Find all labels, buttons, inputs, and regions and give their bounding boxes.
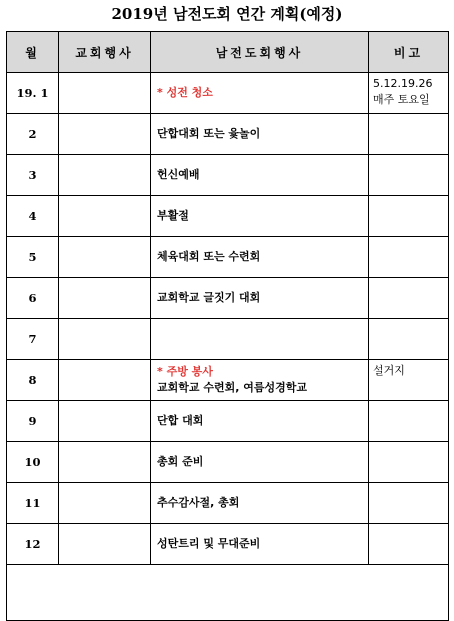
event-text: 추수감사절, 총회 bbox=[157, 496, 240, 509]
table-row bbox=[7, 73, 449, 114]
header-church-events: 교회행사 bbox=[59, 32, 151, 73]
mission-event-cell bbox=[151, 196, 369, 237]
note-cell bbox=[369, 360, 449, 401]
note-text: 설거지 bbox=[373, 364, 405, 377]
blank-footer-cell bbox=[7, 565, 449, 621]
highlighted-event-text: * 주방 봉사 bbox=[157, 365, 213, 378]
church-event-cell bbox=[59, 73, 151, 114]
header-mission-events: 남전도회행사 bbox=[151, 32, 369, 73]
blank-footer-row bbox=[7, 565, 449, 621]
mission-event-cell bbox=[151, 401, 369, 442]
table-row bbox=[7, 442, 449, 483]
mission-event-cell bbox=[151, 155, 369, 196]
note-text: 매주 토요일 bbox=[373, 93, 430, 106]
month-cell: 4 bbox=[7, 196, 59, 237]
note-cell bbox=[369, 155, 449, 196]
note-cell bbox=[369, 319, 449, 360]
table-body bbox=[7, 73, 449, 621]
highlighted-event-text: * 성전 청소 bbox=[157, 86, 213, 99]
note-cell bbox=[369, 114, 449, 155]
annual-plan-table bbox=[6, 31, 449, 621]
month-cell: 11 bbox=[7, 483, 59, 524]
header-row bbox=[7, 32, 449, 73]
header-month: 월 bbox=[7, 32, 59, 73]
table-row bbox=[7, 483, 449, 524]
month-cell: 6 bbox=[7, 278, 59, 319]
event-text: 체육대회 또는 수련회 bbox=[157, 250, 261, 263]
church-event-cell bbox=[59, 442, 151, 483]
month-cell: 7 bbox=[7, 319, 59, 360]
month-cell: 2 bbox=[7, 114, 59, 155]
event-text: 단합대회 또는 윷놀이 bbox=[157, 127, 261, 140]
mission-event-cell bbox=[151, 114, 369, 155]
month-cell: 9 bbox=[7, 401, 59, 442]
church-event-cell bbox=[59, 155, 151, 196]
mission-event-cell bbox=[151, 360, 369, 401]
table-row bbox=[7, 319, 449, 360]
table-row bbox=[7, 155, 449, 196]
church-event-cell bbox=[59, 401, 151, 442]
church-event-cell bbox=[59, 524, 151, 565]
note-text: 5.12.19.26 bbox=[373, 77, 433, 90]
mission-event-cell bbox=[151, 442, 369, 483]
note-cell bbox=[369, 278, 449, 319]
table-row bbox=[7, 401, 449, 442]
event-text: 부활절 bbox=[157, 209, 189, 222]
mission-event-cell bbox=[151, 237, 369, 278]
note-cell bbox=[369, 401, 449, 442]
church-event-cell bbox=[59, 278, 151, 319]
month-cell: 12 bbox=[7, 524, 59, 565]
month-cell: 10 bbox=[7, 442, 59, 483]
month-cell: 8 bbox=[7, 360, 59, 401]
note-cell bbox=[369, 73, 449, 114]
church-event-cell bbox=[59, 360, 151, 401]
event-text: 헌신예배 bbox=[157, 168, 200, 181]
church-event-cell bbox=[59, 196, 151, 237]
mission-event-cell bbox=[151, 524, 369, 565]
document-title: 2019년 남전도회 연간 계획(예정) bbox=[111, 5, 343, 23]
mission-event-cell bbox=[151, 319, 369, 360]
table-row bbox=[7, 360, 449, 401]
note-cell bbox=[369, 442, 449, 483]
event-text: 교회학교 수련회, 여름성경학교 bbox=[157, 381, 307, 394]
note-cell bbox=[369, 524, 449, 565]
event-text: 단합 대회 bbox=[157, 414, 204, 427]
table-row bbox=[7, 278, 449, 319]
month-cell: 19. 1 bbox=[7, 73, 59, 114]
event-text: 성탄트리 및 무대준비 bbox=[157, 537, 261, 550]
mission-event-cell bbox=[151, 73, 369, 114]
event-text: 총회 준비 bbox=[157, 455, 204, 468]
mission-event-cell bbox=[151, 278, 369, 319]
church-event-cell bbox=[59, 483, 151, 524]
church-event-cell bbox=[59, 114, 151, 155]
month-cell: 5 bbox=[7, 237, 59, 278]
event-text: 교회학교 글짓기 대회 bbox=[157, 291, 261, 304]
table-row bbox=[7, 524, 449, 565]
note-cell bbox=[369, 483, 449, 524]
church-event-cell bbox=[59, 319, 151, 360]
table-row bbox=[7, 114, 449, 155]
month-cell: 3 bbox=[7, 155, 59, 196]
header-note: 비고 bbox=[369, 32, 449, 73]
table-row bbox=[7, 237, 449, 278]
note-cell bbox=[369, 196, 449, 237]
note-cell bbox=[369, 237, 449, 278]
table-row bbox=[7, 196, 449, 237]
church-event-cell bbox=[59, 237, 151, 278]
mission-event-cell bbox=[151, 483, 369, 524]
